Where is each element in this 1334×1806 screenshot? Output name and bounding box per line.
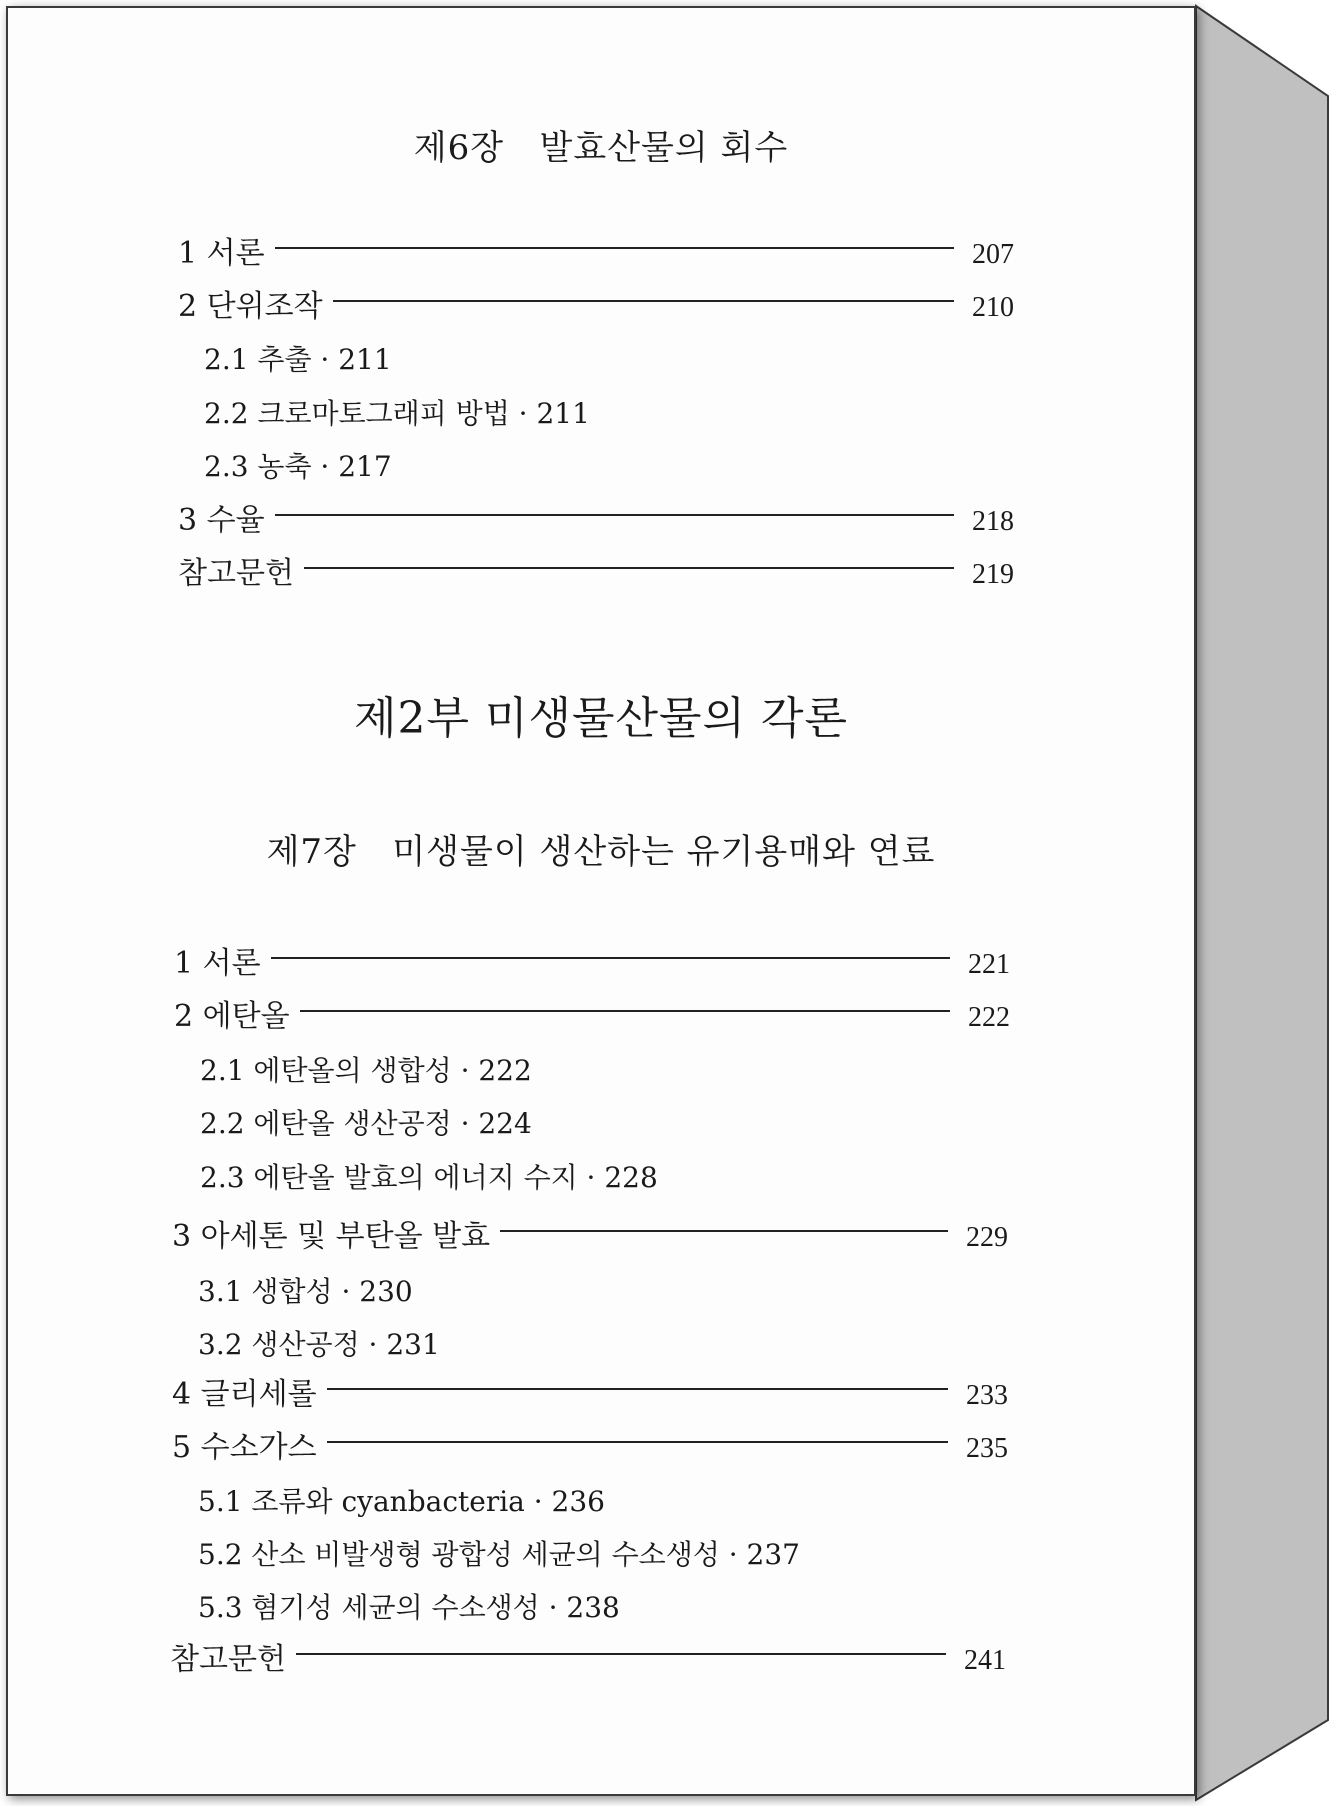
toc-page bbox=[6, 6, 1196, 1796]
toc-page-number: 218 bbox=[972, 506, 1014, 537]
toc-entry[interactable] bbox=[172, 1419, 1008, 1469]
toc-entry[interactable] bbox=[174, 988, 1010, 1038]
toc-subentry[interactable]: 2.2 에탄올 생산공정 · 224 bbox=[200, 1107, 532, 1140]
toc-entry[interactable] bbox=[172, 1366, 1008, 1416]
part-2-title: 제2부 미생물산물의 각론 bbox=[353, 693, 848, 744]
dotted-leader bbox=[327, 1388, 948, 1390]
toc-subentry[interactable]: 3.1 생합성 · 230 bbox=[198, 1275, 413, 1308]
toc-subentry[interactable]: 2.1 에탄올의 생합성 · 222 bbox=[200, 1054, 532, 1087]
toc-entry-label: 5 수소가스 bbox=[172, 1430, 317, 1465]
toc-entry[interactable] bbox=[178, 278, 1014, 328]
toc-entry-label: 1 서론 bbox=[178, 236, 265, 271]
dotted-leader bbox=[500, 1230, 948, 1232]
toc-entry[interactable] bbox=[174, 935, 1010, 985]
toc-subentry[interactable]: 2.3 농축 · 217 bbox=[204, 450, 392, 483]
dotted-leader bbox=[271, 957, 950, 959]
dotted-leader bbox=[300, 1010, 950, 1012]
toc-page-number: 235 bbox=[966, 1433, 1008, 1464]
toc-entry-label: 2 에탄올 bbox=[174, 999, 290, 1034]
toc-entry[interactable] bbox=[172, 1208, 1008, 1258]
toc-subentry[interactable]: 5.2 산소 비발생형 광합성 세균의 수소생성 · 237 bbox=[198, 1538, 800, 1571]
toc-page-number: 222 bbox=[968, 1002, 1010, 1033]
toc-entry[interactable] bbox=[178, 225, 1014, 275]
toc-page-number: 233 bbox=[966, 1380, 1008, 1411]
toc-entry-label: 3 수율 bbox=[178, 503, 265, 538]
toc-entry-label: 1 서론 bbox=[174, 946, 261, 981]
dotted-leader bbox=[275, 514, 954, 516]
toc-page-number: 210 bbox=[972, 292, 1014, 323]
toc-subentry[interactable]: 2.3 에탄올 발효의 에너지 수지 · 228 bbox=[200, 1161, 658, 1194]
toc-subentry[interactable]: 5.1 조류와 cyanbacteria · 236 bbox=[198, 1485, 605, 1518]
toc-entry-label: 4 글리세롤 bbox=[172, 1377, 317, 1412]
toc-page-number: 241 bbox=[964, 1645, 1006, 1676]
dotted-leader bbox=[333, 300, 954, 302]
toc-subentry[interactable]: 2.1 추출 · 211 bbox=[204, 343, 392, 376]
toc-subentry[interactable]: 2.2 크로마토그래피 방법 · 211 bbox=[204, 397, 590, 430]
toc-entry-label: 참고문헌 bbox=[170, 1642, 286, 1677]
chapter-7-title: 제7장 미생물이 생산하는 유기용매와 연료 bbox=[266, 832, 936, 872]
toc-entry[interactable] bbox=[178, 492, 1014, 542]
toc-entry-label: 2 단위조작 bbox=[178, 289, 323, 324]
toc-entry[interactable] bbox=[178, 545, 1014, 595]
toc-entry-label: 참고문헌 bbox=[178, 556, 294, 591]
dotted-leader bbox=[296, 1653, 946, 1655]
toc-page-number: 229 bbox=[966, 1222, 1008, 1253]
toc-page-number: 219 bbox=[972, 559, 1014, 590]
dotted-leader bbox=[327, 1441, 948, 1443]
chapter-6-title: 제6장 발효산물의 회수 bbox=[413, 128, 789, 168]
dotted-leader bbox=[275, 247, 954, 249]
toc-page-number: 221 bbox=[968, 949, 1010, 980]
toc-subentry[interactable]: 5.3 혐기성 세균의 수소생성 · 238 bbox=[198, 1591, 620, 1624]
toc-entry-label: 3 아세톤 및 부탄올 발효 bbox=[172, 1219, 491, 1254]
toc-subentry[interactable]: 3.2 생산공정 · 231 bbox=[198, 1328, 440, 1361]
toc-page-number: 207 bbox=[972, 239, 1014, 270]
dotted-leader bbox=[304, 567, 954, 569]
toc-entry[interactable] bbox=[170, 1631, 1006, 1681]
